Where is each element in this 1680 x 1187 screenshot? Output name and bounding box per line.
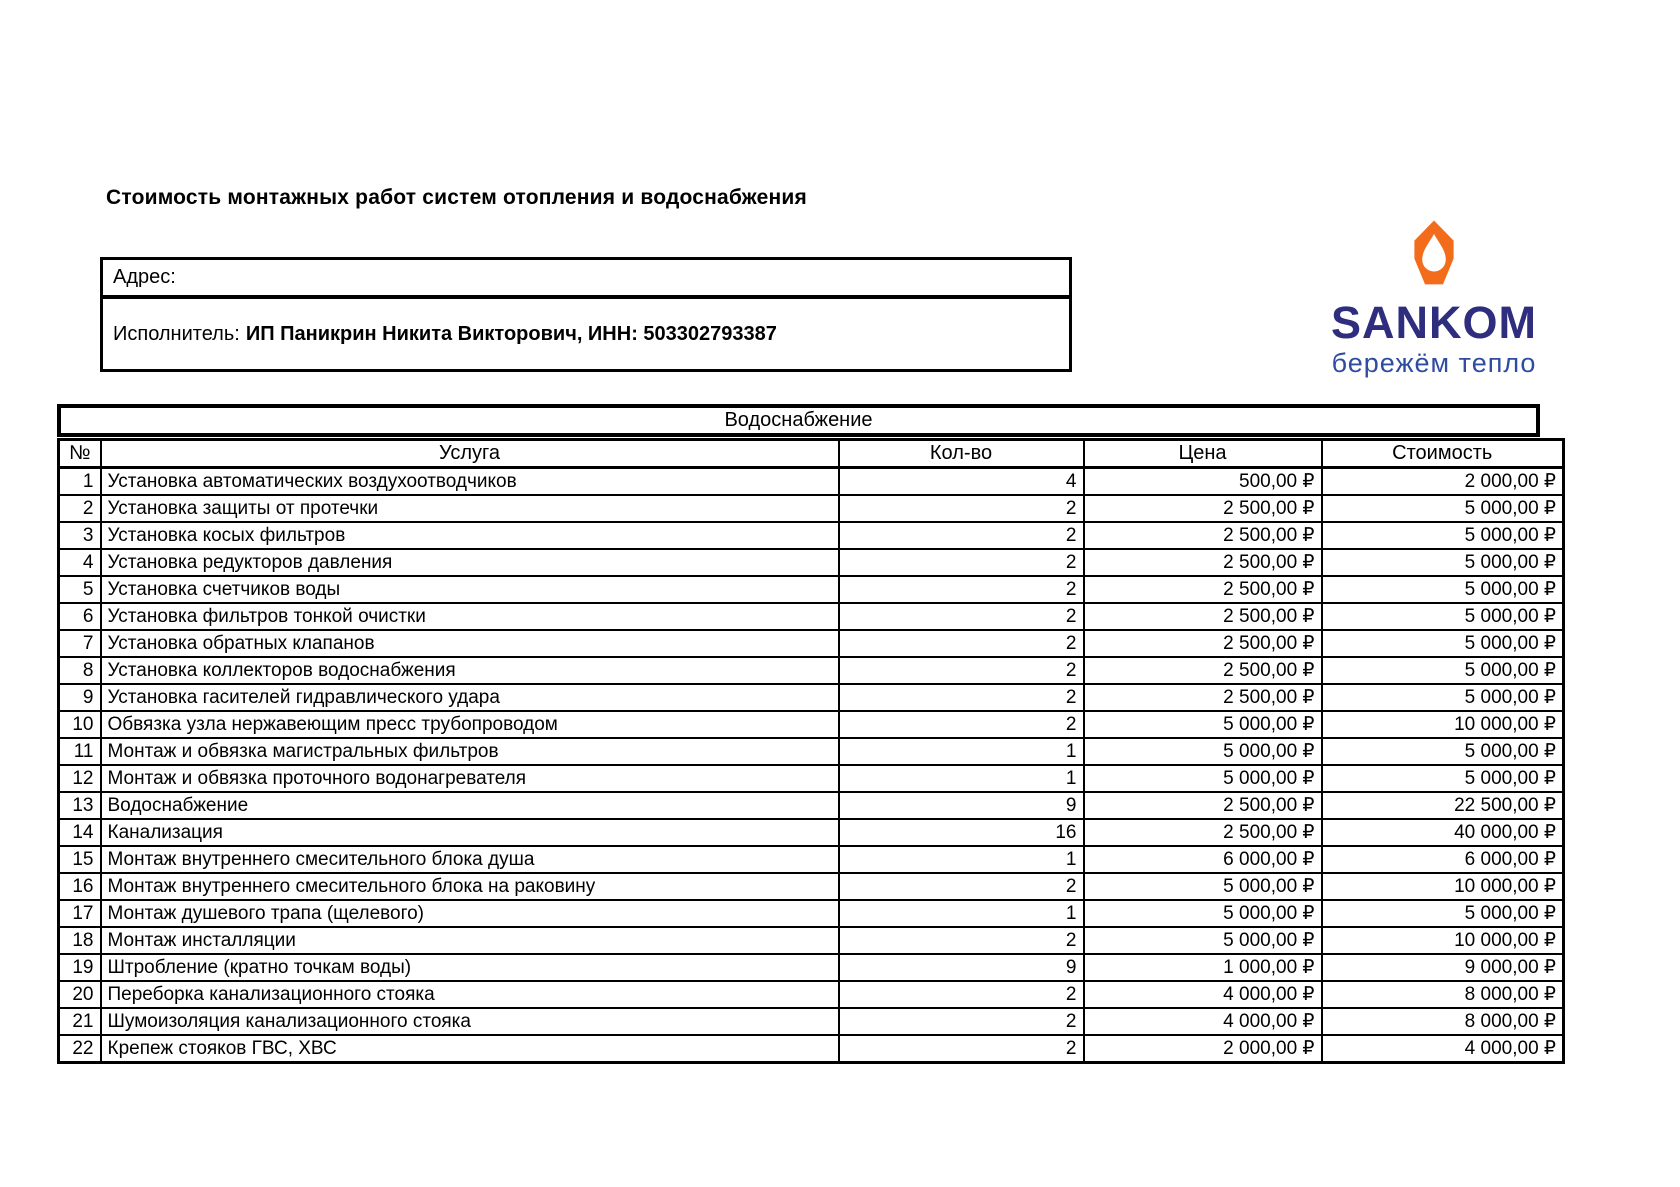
services-table bbox=[57, 438, 1565, 1064]
cell-cost: 8 000,00 ₽ bbox=[1322, 1008, 1564, 1035]
cell-price: 6 000,00 ₽ bbox=[1084, 846, 1322, 873]
cell-num: 21 bbox=[59, 1008, 101, 1035]
cell-service: Крепеж стояков ГВС, ХВС bbox=[101, 1035, 839, 1063]
cell-cost: 5 000,00 ₽ bbox=[1322, 900, 1564, 927]
cell-service: Установка обратных клапанов bbox=[101, 630, 839, 657]
table-row bbox=[59, 522, 1564, 549]
table-row bbox=[59, 738, 1564, 765]
contractor-value: ИП Паникрин Никита Викторович, ИНН: 503302793387 bbox=[245, 322, 777, 345]
cell-service: Установка фильтров тонкой очистки bbox=[101, 603, 839, 630]
page-title: Стоимость монтажных работ систем отопления и водоснабжения bbox=[106, 186, 807, 209]
cell-cost: 5 000,00 ₽ bbox=[1322, 738, 1564, 765]
brand-tagline: бережём тепло bbox=[1331, 348, 1537, 378]
cell-price: 5 000,00 ₽ bbox=[1084, 900, 1322, 927]
cell-service: Монтаж и обвязка магистральных фильтров bbox=[101, 738, 839, 765]
cell-qty: 4 bbox=[839, 468, 1084, 496]
table-row bbox=[59, 981, 1564, 1008]
cell-qty: 2 bbox=[839, 981, 1084, 1008]
cell-qty: 1 bbox=[839, 738, 1084, 765]
table-row bbox=[59, 954, 1564, 981]
cell-cost: 8 000,00 ₽ bbox=[1322, 981, 1564, 1008]
cell-num: 20 bbox=[59, 981, 101, 1008]
table-row bbox=[59, 468, 1564, 496]
cell-qty: 2 bbox=[839, 1035, 1084, 1063]
cell-price: 4 000,00 ₽ bbox=[1084, 981, 1322, 1008]
cell-qty: 2 bbox=[839, 873, 1084, 900]
table-row bbox=[59, 873, 1564, 900]
cell-service: Установка гасителей гидравлического удара bbox=[101, 684, 839, 711]
cell-cost: 40 000,00 ₽ bbox=[1322, 819, 1564, 846]
column-header-price: Цена bbox=[1084, 440, 1322, 468]
sankom-logo bbox=[1316, 220, 1552, 377]
cell-num: 16 bbox=[59, 873, 101, 900]
cell-service: Монтаж инсталляции bbox=[101, 927, 839, 954]
cell-qty: 9 bbox=[839, 954, 1084, 981]
cell-price: 4 000,00 ₽ bbox=[1084, 1008, 1322, 1035]
cell-cost: 5 000,00 ₽ bbox=[1322, 765, 1564, 792]
cell-qty: 2 bbox=[839, 495, 1084, 522]
cell-price: 500,00 ₽ bbox=[1084, 468, 1322, 496]
cell-cost: 5 000,00 ₽ bbox=[1322, 576, 1564, 603]
drop-icon bbox=[1406, 220, 1462, 286]
cell-service: Установка редукторов давления bbox=[101, 549, 839, 576]
cell-price: 2 500,00 ₽ bbox=[1084, 792, 1322, 819]
table-row bbox=[59, 1008, 1564, 1035]
cell-service: Водоснабжение bbox=[101, 792, 839, 819]
cell-cost: 5 000,00 ₽ bbox=[1322, 549, 1564, 576]
table-row bbox=[59, 495, 1564, 522]
cell-qty: 2 bbox=[839, 927, 1084, 954]
address-label: Адрес: bbox=[113, 266, 176, 288]
cell-price: 2 500,00 ₽ bbox=[1084, 522, 1322, 549]
cell-price: 2 500,00 ₽ bbox=[1084, 657, 1322, 684]
cell-price: 2 000,00 ₽ bbox=[1084, 1035, 1322, 1063]
table-row bbox=[59, 684, 1564, 711]
cell-cost: 10 000,00 ₽ bbox=[1322, 927, 1564, 954]
cell-service: Установка автоматических воздухоотводчиков bbox=[101, 468, 839, 496]
cell-num: 22 bbox=[59, 1035, 101, 1063]
cell-price: 2 500,00 ₽ bbox=[1084, 819, 1322, 846]
cell-cost: 5 000,00 ₽ bbox=[1322, 684, 1564, 711]
cell-price: 2 500,00 ₽ bbox=[1084, 603, 1322, 630]
cell-qty: 9 bbox=[839, 792, 1084, 819]
table-header-row bbox=[59, 440, 1564, 468]
table-row bbox=[59, 576, 1564, 603]
cell-price: 2 500,00 ₽ bbox=[1084, 495, 1322, 522]
cell-qty: 2 bbox=[839, 576, 1084, 603]
column-header-cost: Стоимость bbox=[1322, 440, 1564, 468]
cell-service: Установка защиты от протечки bbox=[101, 495, 839, 522]
address-row bbox=[103, 260, 1069, 299]
column-header-service: Услуга bbox=[101, 440, 839, 468]
info-box bbox=[100, 257, 1072, 372]
cell-qty: 2 bbox=[839, 657, 1084, 684]
cell-cost: 22 500,00 ₽ bbox=[1322, 792, 1564, 819]
cell-num: 13 bbox=[59, 792, 101, 819]
cell-cost: 4 000,00 ₽ bbox=[1322, 1035, 1564, 1063]
cell-qty: 2 bbox=[839, 522, 1084, 549]
table-row bbox=[59, 630, 1564, 657]
cell-num: 4 bbox=[59, 549, 101, 576]
cell-qty: 2 bbox=[839, 1008, 1084, 1035]
cell-num: 19 bbox=[59, 954, 101, 981]
cell-service: Монтаж душевого трапа (щелевого) bbox=[101, 900, 839, 927]
cell-qty: 1 bbox=[839, 846, 1084, 873]
table-row bbox=[59, 1035, 1564, 1063]
cell-num: 2 bbox=[59, 495, 101, 522]
cell-num: 7 bbox=[59, 630, 101, 657]
table-row bbox=[59, 711, 1564, 738]
table-row bbox=[59, 657, 1564, 684]
cell-service: Установка косых фильтров bbox=[101, 522, 839, 549]
column-header-num: № bbox=[59, 440, 101, 468]
cell-service: Штробление (кратно точкам воды) bbox=[101, 954, 839, 981]
cell-cost: 5 000,00 ₽ bbox=[1322, 522, 1564, 549]
table-row bbox=[59, 819, 1564, 846]
cell-num: 5 bbox=[59, 576, 101, 603]
cell-service: Переборка канализационного стояка bbox=[101, 981, 839, 1008]
cell-cost: 5 000,00 ₽ bbox=[1322, 630, 1564, 657]
cell-qty: 2 bbox=[839, 684, 1084, 711]
cell-price: 2 500,00 ₽ bbox=[1084, 549, 1322, 576]
contractor-label: Исполнитель: bbox=[113, 322, 240, 345]
cell-num: 6 bbox=[59, 603, 101, 630]
cell-service: Монтаж внутреннего смесительного блока душа bbox=[101, 846, 839, 873]
cell-cost: 5 000,00 ₽ bbox=[1322, 603, 1564, 630]
cell-num: 3 bbox=[59, 522, 101, 549]
cell-cost: 5 000,00 ₽ bbox=[1322, 495, 1564, 522]
cell-num: 15 bbox=[59, 846, 101, 873]
brand-name: SANKOM bbox=[1331, 297, 1537, 348]
column-header-qty: Кол-во bbox=[839, 440, 1084, 468]
cell-qty: 2 bbox=[839, 630, 1084, 657]
cell-qty: 1 bbox=[839, 765, 1084, 792]
cell-qty: 16 bbox=[839, 819, 1084, 846]
cell-service: Шумоизоляция канализационного стояка bbox=[101, 1008, 839, 1035]
cell-num: 17 bbox=[59, 900, 101, 927]
cell-price: 2 500,00 ₽ bbox=[1084, 684, 1322, 711]
table-row bbox=[59, 900, 1564, 927]
cell-price: 5 000,00 ₽ bbox=[1084, 927, 1322, 954]
cell-price: 2 500,00 ₽ bbox=[1084, 630, 1322, 657]
services-table-body bbox=[59, 468, 1564, 1063]
cell-num: 18 bbox=[59, 927, 101, 954]
cell-cost: 2 000,00 ₽ bbox=[1322, 468, 1564, 496]
cell-cost: 5 000,00 ₽ bbox=[1322, 657, 1564, 684]
cell-num: 10 bbox=[59, 711, 101, 738]
cell-qty: 2 bbox=[839, 549, 1084, 576]
cell-service: Канализация bbox=[101, 819, 839, 846]
cell-cost: 10 000,00 ₽ bbox=[1322, 873, 1564, 900]
cell-cost: 6 000,00 ₽ bbox=[1322, 846, 1564, 873]
cell-service: Монтаж внутреннего смесительного блока на раковину bbox=[101, 873, 839, 900]
table-section-header: Водоснабжение bbox=[57, 404, 1540, 437]
cell-qty: 2 bbox=[839, 711, 1084, 738]
cell-price: 5 000,00 ₽ bbox=[1084, 873, 1322, 900]
cell-cost: 10 000,00 ₽ bbox=[1322, 711, 1564, 738]
contractor-row bbox=[103, 299, 1069, 369]
cell-num: 11 bbox=[59, 738, 101, 765]
cell-price: 1 000,00 ₽ bbox=[1084, 954, 1322, 981]
cell-num: 14 bbox=[59, 819, 101, 846]
table-row bbox=[59, 603, 1564, 630]
cell-price: 5 000,00 ₽ bbox=[1084, 765, 1322, 792]
cell-num: 8 bbox=[59, 657, 101, 684]
table-row bbox=[59, 927, 1564, 954]
cell-num: 1 bbox=[59, 468, 101, 496]
cell-service: Установка коллекторов водоснабжения bbox=[101, 657, 839, 684]
cell-price: 2 500,00 ₽ bbox=[1084, 576, 1322, 603]
table-row bbox=[59, 765, 1564, 792]
cell-price: 5 000,00 ₽ bbox=[1084, 711, 1322, 738]
cell-service: Монтаж и обвязка проточного водонагревателя bbox=[101, 765, 839, 792]
cell-service: Установка счетчиков воды bbox=[101, 576, 839, 603]
cell-price: 5 000,00 ₽ bbox=[1084, 738, 1322, 765]
cell-num: 9 bbox=[59, 684, 101, 711]
cell-qty: 2 bbox=[839, 603, 1084, 630]
table-row bbox=[59, 846, 1564, 873]
cell-service: Обвязка узла нержавеющим пресс трубопроводом bbox=[101, 711, 839, 738]
table-row bbox=[59, 792, 1564, 819]
cell-cost: 9 000,00 ₽ bbox=[1322, 954, 1564, 981]
cell-num: 12 bbox=[59, 765, 101, 792]
cell-qty: 1 bbox=[839, 900, 1084, 927]
table-row bbox=[59, 549, 1564, 576]
